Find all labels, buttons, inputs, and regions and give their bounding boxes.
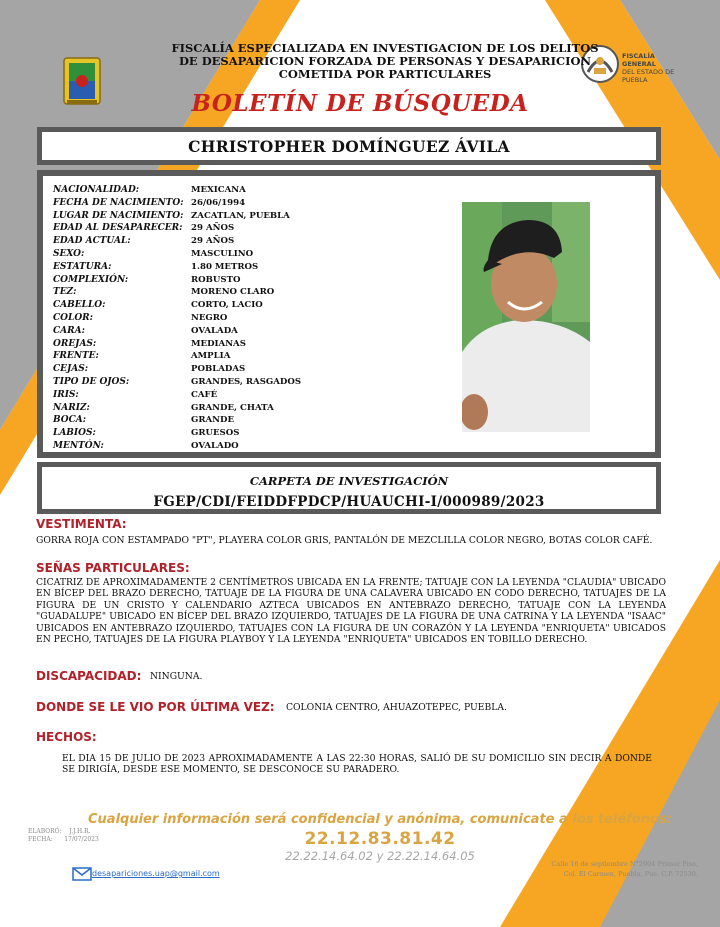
- field-label: FECHA DE NACIMIENTO:: [53, 197, 184, 208]
- header-text: [150, 42, 620, 81]
- disability-value: NINGUNA.: [150, 671, 203, 682]
- address-line1: Calle 16 de septiembre N°2904 Primer Piso,: [551, 860, 698, 868]
- field-label: EDAD AL DESAPARECER:: [53, 223, 183, 234]
- field-row: [53, 222, 453, 235]
- clothing-heading: VESTIMENTA:: [36, 517, 127, 531]
- field-value: GRANDE, CHATA: [191, 402, 274, 413]
- field-row: [53, 248, 453, 261]
- field-label: NACIONALIDAD:: [53, 185, 140, 195]
- field-label: NARIZ:: [53, 402, 90, 413]
- field-row: [53, 286, 453, 299]
- field-row: [53, 338, 453, 351]
- field-label: TIPO DE OJOS:: [53, 376, 130, 387]
- field-label: ESTATURA:: [53, 261, 112, 272]
- field-label: LABIOS:: [53, 428, 96, 439]
- field-label: SEXO:: [53, 248, 85, 259]
- field-row: [53, 325, 453, 338]
- case-file-number: FGEP/CDI/FEIDDFPDCP/HUAUCHI-I/000989/2023: [153, 494, 545, 510]
- address-block: [498, 859, 698, 879]
- elaboro-block: [28, 828, 128, 843]
- field-label: TEZ:: [53, 287, 77, 298]
- distinguishing-marks-text: CICATRIZ DE APROXIMADAMENTE 2 CENTÍMETROS UBICADA EN LA FRENTE; TATUAJE CON LA LEYENDA "CLAUDIA" UBICADO EN BÍCEP DEL BRAZO DERECHO, TATUAJE DE LA FIGURA DE UNA CALAVERA UBICADO EN CODO DERECHO, TATUAJES DE LA FIGURA DE UN CRISTO Y CALENDARIO AZTECA UBICADOS EN ANTEBRAZO DERECHO, TATUAJE CON LA LEYENDA "GUADALUPE" UBICADO EN BÍCEP DEL BRAZO IZQUIERDO, TATUAJES DE LA FIGURA DE UNA CATRINA Y LA LEYENDA "ISAAC" UBICADOS EN ANTEBRAZO IZQUIERDO, TATUAJES CON LA FIGURA DE UN CORAZÓN Y LA LEYENDA "ENRIQUETA" UBICADOS EN PECHO, TATUAJES DE LA FIGURA PLAYBOY Y LA LEYENDA "ENRIQUETA" UBICADOS EN TOBILLO DERECHO.: [36, 577, 666, 646]
- field-row: [53, 414, 453, 427]
- field-label: FRENTE:: [53, 351, 99, 362]
- header-line3: COMETIDA POR PARTICULARES: [278, 67, 492, 81]
- distinguishing-marks-heading: SEÑAS PARTICULARES:: [36, 561, 190, 575]
- field-label: IRIS:: [53, 389, 79, 400]
- person-photo: [462, 202, 590, 432]
- field-value: MORENO CLARO: [191, 287, 275, 298]
- info-box: [37, 170, 661, 458]
- field-value: POBLADAS: [191, 364, 246, 375]
- field-value: OVALADA: [191, 325, 238, 336]
- last-seen-heading: DONDE SE LE VIO POR ÚLTIMA VEZ:: [36, 700, 275, 714]
- email-icon: [72, 866, 92, 882]
- case-file-box: [37, 462, 661, 514]
- address-line2: Col. El Carmen, Puebla, Pue. C.P. 72530.: [563, 870, 698, 878]
- field-label: COLOR:: [53, 312, 93, 323]
- field-value: 29 AÑOS: [191, 236, 235, 247]
- clothing-text: GORRA ROJA CON ESTAMPADO "PT", PLAYERA COLOR GRIS, PANTALÓN DE MEZCLILLA COLOR NEGRO, BOTAS COLOR CAFÉ.: [36, 535, 653, 546]
- field-row: [53, 235, 453, 248]
- field-value: GRANDE: [191, 415, 235, 426]
- field-value: 26/06/1994: [191, 197, 246, 208]
- field-value: GRANDES, RASGADOS: [191, 376, 302, 387]
- facts-heading: HECHOS:: [36, 730, 97, 744]
- phone-alternates[interactable]: 22.22.14.64.02 y 22.22.14.64.05: [285, 849, 475, 863]
- phone-main[interactable]: 22.12.83.81.42: [304, 829, 456, 849]
- state-coat-of-arms: [62, 56, 102, 106]
- fecha-label: FECHA:: [28, 835, 53, 843]
- field-value: GRUESOS: [191, 428, 240, 439]
- disability-heading: DISCAPACIDAD:: [36, 669, 142, 683]
- field-list: [53, 184, 453, 453]
- field-label: CEJAS:: [53, 364, 89, 375]
- field-label: MENTÓN:: [53, 440, 104, 451]
- field-value: OVALADO: [191, 440, 239, 451]
- last-seen-value: COLONIA CENTRO, AHUAZOTEPEC, PUEBLA.: [286, 702, 507, 713]
- agency-name-line3: PUEBLA: [622, 76, 648, 84]
- field-label: COMPLEXIÓN:: [53, 274, 129, 285]
- field-value: MEDIANAS: [191, 338, 246, 349]
- field-row: [53, 299, 453, 312]
- field-label: CARA:: [53, 325, 85, 336]
- header-line1: FISCALÍA ESPECIALIZADA EN INVESTIGACION DE LOS DELITOS: [171, 41, 599, 55]
- field-value: MASCULINO: [191, 248, 254, 259]
- header-line2: DE DESAPARICION FORZADA DE PERSONAS Y DESAPARICION: [178, 54, 592, 68]
- field-label: OREJAS:: [53, 338, 97, 349]
- bulletin-title: BOLETÍN DE BÚSQUEDA: [191, 90, 529, 117]
- field-label: BOCA:: [53, 415, 87, 426]
- field-row: [53, 210, 453, 223]
- elaboro-label: ELABORÓ:: [28, 828, 62, 835]
- field-row: [53, 440, 453, 453]
- field-value: CORTO, LACIO: [191, 300, 263, 311]
- field-row: [53, 274, 453, 287]
- field-label: CABELLO:: [53, 300, 106, 311]
- field-row: [53, 389, 453, 402]
- field-value: MEXICANA: [191, 185, 246, 195]
- case-file-label: CARPETA DE INVESTIGACIÓN: [249, 474, 449, 488]
- field-row: [53, 350, 453, 363]
- name-box: [37, 127, 661, 165]
- field-row: [53, 197, 453, 210]
- field-row: [53, 363, 453, 376]
- fecha-value: 17/07/2023: [64, 835, 99, 843]
- field-label: EDAD ACTUAL:: [53, 236, 131, 247]
- field-row: [53, 184, 453, 197]
- field-label: LUGAR DE NACIMIENTO:: [53, 210, 184, 221]
- field-value: CAFÉ: [191, 389, 218, 400]
- field-value: AMPLIA: [191, 351, 231, 362]
- field-row: [53, 376, 453, 389]
- person-name: CHRISTOPHER DOMÍNGUEZ ÁVILA: [42, 132, 656, 160]
- field-value: ROBUSTO: [191, 274, 241, 285]
- agency-name-line1: FISCALÍA GENERAL: [622, 52, 656, 68]
- elaboro-value: J.J.H.R.: [69, 828, 91, 835]
- field-value: ZACATLAN, PUEBLA: [191, 210, 290, 221]
- field-row: [53, 261, 453, 274]
- field-row: [53, 427, 453, 440]
- confidential-notice: Cualquier información será confidencial y anónima, comunicate a los teléfonos:: [88, 812, 672, 827]
- field-value: NEGRO: [191, 312, 228, 323]
- field-row: [53, 312, 453, 325]
- agency-name-line2: DEL ESTADO DE: [622, 68, 675, 76]
- facts-text: EL DIA 15 DE JULIO DE 2023 APROXIMADAMENTE A LAS 22:30 HORAS, SALIÓ DE SU DOMICILIO SIN DECIR A DONDE SE DIRIGÍA, DESDE ESE MOMENTO, SE DESCONOCE SU PARADERO.: [62, 753, 652, 776]
- field-row: [53, 402, 453, 415]
- field-value: 1.80 METROS: [191, 261, 259, 272]
- email-link[interactable]: desapariciones.uap@gmail.com: [92, 869, 220, 878]
- field-value: 29 AÑOS: [191, 223, 235, 234]
